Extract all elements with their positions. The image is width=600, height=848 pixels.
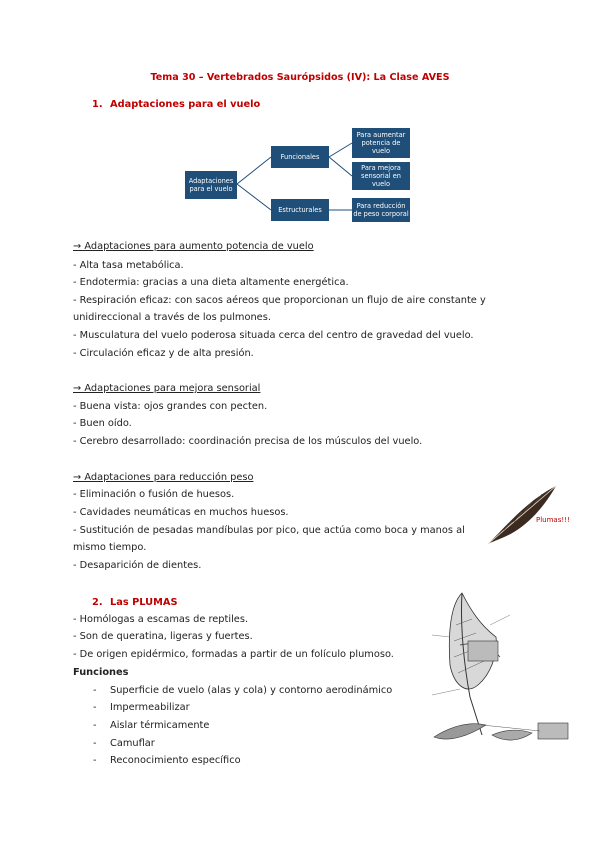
diagram-node-estructurales: Estructurales — [271, 199, 329, 221]
block3-heading: → Adaptaciones para reducción peso — [73, 472, 254, 483]
plumas-line: - Son de queratina, ligeras y fuertes. — [73, 631, 253, 642]
block1-line: - Circulación eficaz y de alta presión. — [73, 348, 254, 359]
block2-heading: → Adaptaciones para mejora sensorial — [73, 383, 261, 394]
diagram-leaf-peso: Para reducción de peso corporal — [352, 198, 410, 222]
list-bullet: - — [93, 685, 97, 696]
section-1-number: 1. — [92, 99, 103, 110]
funciones-heading: Funciones — [73, 667, 129, 678]
list-bullet: - — [93, 702, 97, 713]
section-1-title: Adaptaciones para el vuelo — [110, 99, 261, 110]
block1-heading: → Adaptaciones para aumento potencia de vuelo — [73, 241, 314, 252]
block1-line: - Musculatura del vuelo poderosa situada cerca del centro de gravedad del vuelo. — [73, 330, 474, 341]
block2-line: - Cerebro desarrollado: coordinación precisa de los músculos del vuelo. — [73, 436, 423, 447]
diagram-leaf-potencia: Para aumentar potencia de vuelo — [352, 128, 410, 158]
block3-line: - Desaparición de dientes. — [73, 560, 202, 571]
feather-structure-icon — [420, 585, 586, 757]
list-item: Superficie de vuelo (alas y cola) y contorno aerodinámico — [110, 685, 393, 696]
block1-line: - Endotermia: gracias a una dieta altamente energética. — [73, 277, 349, 288]
feather-image — [484, 482, 570, 548]
list-bullet: - — [93, 720, 97, 731]
feather-structure-image — [420, 585, 586, 757]
block2-line: - Buena vista: ojos grandes con pecten. — [73, 401, 268, 412]
feather-icon — [484, 482, 560, 548]
section-2-title: Las PLUMAS — [110, 597, 178, 608]
block1-line: - Respiración eficaz: con sacos aéreos que proporcionan un flujo de aire constante y — [73, 295, 486, 306]
section-2-number: 2. — [92, 597, 103, 608]
list-item: Aislar térmicamente — [110, 720, 210, 731]
list-bullet: - — [93, 738, 97, 749]
document-title: Tema 30 – Vertebrados Saurópsidos (IV): La Clase AVES — [150, 72, 450, 83]
block2-line: - Buen oído. — [73, 418, 132, 429]
section-1-heading — [92, 99, 260, 110]
diagram-root-node: Adaptaciones para el vuelo — [185, 171, 237, 199]
block3-line: - Eliminación o fusión de huesos. — [73, 489, 235, 500]
adaptations-diagram — [180, 124, 420, 228]
list-item: Impermeabilizar — [110, 702, 190, 713]
section-2-heading — [92, 597, 178, 608]
block3-line: - Cavidades neumáticas en muchos huesos. — [73, 507, 289, 518]
diagram-node-funcionales: Funcionales — [271, 146, 329, 168]
diagram-leaf-sensorial: Para mejora sensorial en vuelo — [352, 162, 410, 190]
block1-line: unidireccional a través de los pulmones. — [73, 312, 271, 323]
list-item: Camuflar — [110, 738, 155, 749]
plumas-line: - Homólogas a escamas de reptiles. — [73, 614, 249, 625]
block3-line: - Sustitución de pesadas mandíbulas por pico, que actúa como boca y manos al — [73, 525, 465, 536]
block1-line: - Alta tasa metabólica. — [73, 260, 184, 271]
plumas-line: - De origen epidérmico, formadas a partir de un folículo plumoso. — [73, 649, 394, 660]
feather-caption: Plumas!!! — [536, 516, 570, 524]
block3-line: mismo tiempo. — [73, 542, 147, 553]
list-item: Reconocimiento específico — [110, 755, 241, 766]
list-bullet: - — [93, 755, 97, 766]
